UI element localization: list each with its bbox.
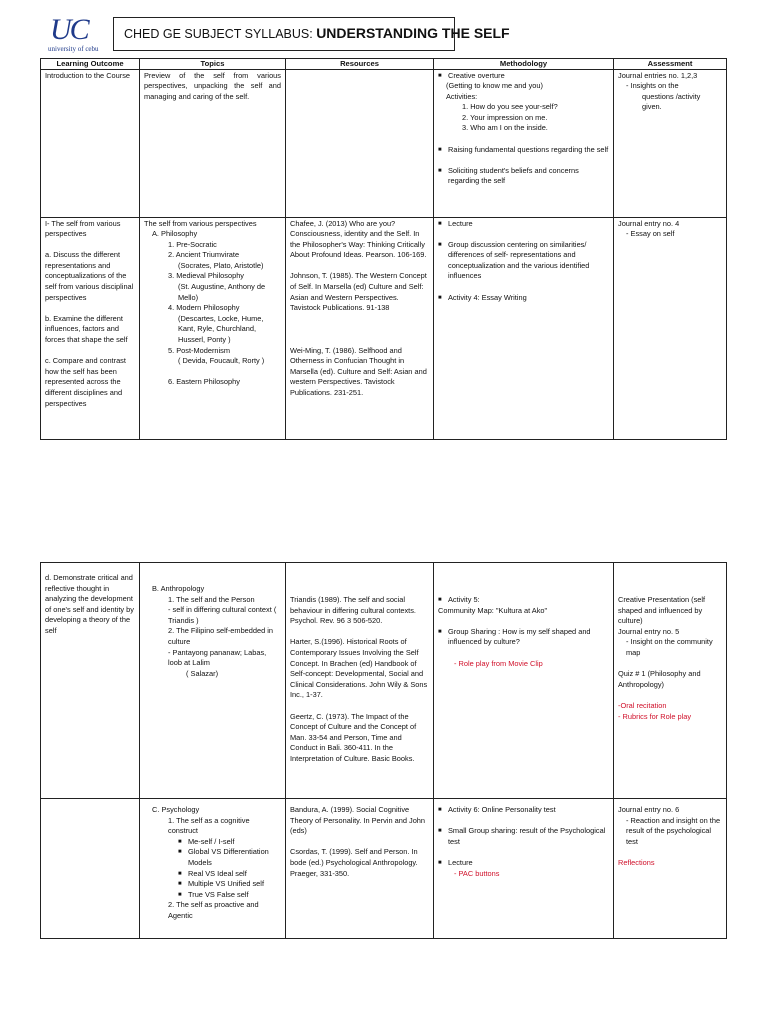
- topic-text: 4. Modern Philosophy: [168, 303, 240, 313]
- resource-entry: Geertz, C. (1973). The Impact of the Concept of Culture and the Concept of Man. 33-54 and Person, Time and Conduct in Bali. 360-411. In the Interpretation of Culture. Basic Books.: [290, 711, 417, 763]
- title-prefix: CHED GE SUBJECT SYLLABUS:: [124, 27, 317, 41]
- assessment-red-note: Reflections: [618, 857, 655, 867]
- method-item: ■ Activity 6: Online Personality test: [438, 805, 556, 814]
- resource-entry: Wei-Ming, T. (1986). Selfhood and Otherness in Confucian Thought in Marsella (ed). Culture and Self: Asian and western Perspectives. Tavistock Publications. 231-251.: [290, 345, 427, 397]
- topic-text: 5. Post-Modernism: [168, 345, 231, 355]
- bullet-square-icon: ■: [438, 597, 442, 603]
- activity-item: 3. Who am I on the inside.: [462, 123, 548, 133]
- topic-text: 2. The Filipino self-embedded in culture: [168, 626, 274, 646]
- table-row: [41, 563, 727, 799]
- cell-resources: [286, 69, 434, 217]
- method-item: ■ Group Sharing : How is my self shaped and influenced by culture?: [438, 626, 591, 647]
- bullet-square-icon: ■: [438, 294, 442, 301]
- activity-item: 2. Your impression on me.: [462, 112, 548, 122]
- cell-assessment: [614, 217, 727, 439]
- method-item: ■ Raising fundamental questions regarding the self: [438, 144, 609, 154]
- bullet-square-icon: ■: [438, 628, 442, 635]
- cell-learning-outcome: [41, 69, 140, 217]
- topic-subitem: ■ True VS False self: [178, 889, 249, 899]
- topic-text: 1. The self and the Person: [168, 594, 255, 604]
- title-main: UNDERSTANDING THE SELF: [316, 25, 510, 41]
- lo-text: d. Demonstrate critical and reflective thought in analyzing the development of one's self and identity by developing a theory of the self: [45, 573, 134, 635]
- col-header-assessment: Assessment: [614, 59, 727, 70]
- bullet-square-icon: ■: [438, 241, 442, 248]
- topic-text: B. Anthropology: [152, 584, 205, 593]
- topic-subitem: ■ Global VS Differentiation Models: [178, 847, 269, 867]
- assessment-text: - Insights on the: [626, 81, 679, 91]
- method-item: ■ Lecture: [438, 857, 473, 867]
- resource-entry: Harter, S.(1996). Historical Roots of Contemporary Issues Involving the Self Concept. In Brachen (ed) Handbook of Self-concept: Developmental, Social and Clinical Considerations. John Wily & Sons Inc., 1-37.: [290, 637, 428, 700]
- header-row: [41, 59, 727, 70]
- col-header-learning-outcome: Learning Outcome: [41, 59, 140, 70]
- method-item: ■ Activity 4: Essay Writing: [438, 292, 527, 302]
- cell-resources: [286, 799, 434, 939]
- method-red-note: - PAC buttons: [454, 868, 500, 878]
- topic-text: 2. Ancient Triumvirate: [168, 250, 240, 260]
- assessment-text: Creative Presentation (self shaped and influenced by culture): [618, 595, 706, 626]
- assessment-text: given.: [642, 102, 662, 112]
- syllabus-title-box: [113, 17, 510, 51]
- topic-subitem: ■ Real VS Ideal self: [178, 868, 247, 878]
- resource-entry: Chafee, J. (2013) Who are you? Consciousness, identity and the Self. In the Philosopher's Way: Thinking Critically About Profound Ideas. Pearson. 106-169.: [290, 218, 427, 260]
- resource-entry: Csordas, T. (1999). Self and Person. In bode (ed.) Psychological Anthropology. Praeger, 331-350.: [290, 847, 418, 878]
- bullet-square-icon: ■: [438, 220, 442, 227]
- method-item: ■ Activity 5:: [438, 595, 480, 604]
- cell-methodology: [434, 563, 614, 799]
- method-subtext: Activities:: [446, 91, 478, 101]
- bullet-square-icon: ■: [438, 146, 442, 153]
- bullet-square-icon: ■: [178, 849, 182, 856]
- table-row: [41, 799, 727, 939]
- bullet-square-icon: ■: [438, 72, 442, 79]
- cell-learning-outcome: [41, 563, 140, 799]
- assessment-text: - Insight on the community map: [626, 637, 713, 657]
- assessment-red-note: - Rubrics for Role play: [618, 711, 692, 721]
- cell-learning-outcome: [41, 799, 140, 939]
- lo-text: a. Discuss the different representations and conceptualizations of the self from various disciplinal perspectives: [45, 250, 134, 302]
- topic-text: - self in differing cultural context ( Triandis ): [168, 605, 277, 625]
- logo-mark: UC: [50, 13, 88, 46]
- lo-text: I- The self from various perspectives: [45, 218, 121, 239]
- bullet-square-icon: ■: [178, 838, 182, 845]
- topic-text: 6. Eastern Philosophy: [168, 377, 240, 387]
- method-subtext: (Getting to know me and you): [446, 81, 543, 91]
- topic-subitem: ■ Multiple VS Unified self: [178, 879, 264, 889]
- topic-text: (Socrates, Plato, Aristotle): [178, 260, 264, 270]
- cell-topics: [140, 217, 286, 439]
- method-item: ■ Group discussion centering on similarities/ differences of self- representations and conceptualization and the various identified influences: [438, 239, 590, 281]
- topic-text: - Pantayong pananaw; Labas, loob at Lalim: [168, 647, 267, 668]
- resource-entry: Johnson, T. (1985). The Western Concept of Self. In Marsella (ed) Culture and Self: Asian and Western Perspectives. Tavistock Publications. 91-138: [290, 271, 427, 313]
- bullet-square-icon: ■: [178, 891, 182, 898]
- syllabus-table-part2: [40, 562, 727, 939]
- topic-text: (St. Augustine, Anthony de Mello): [178, 282, 266, 302]
- cell-methodology: [434, 799, 614, 939]
- method-item: ■ Lecture: [438, 218, 473, 228]
- assessment-text: questions /activity: [642, 91, 701, 101]
- university-logo: [48, 14, 108, 54]
- bullet-square-icon: ■: [438, 828, 442, 835]
- assessment-text: Quiz # 1 (Philosophy and Anthropology): [618, 669, 701, 689]
- topic-text: 2. The self as proactive and Agentic: [168, 900, 259, 920]
- assessment-text: Journal entry no. 4: [618, 218, 680, 228]
- cell-assessment: [614, 799, 727, 939]
- topic-text: 1. The self as a cognitive construct: [168, 815, 250, 836]
- assessment-red-note: -Oral recitation: [618, 700, 667, 710]
- bullet-square-icon: ■: [178, 870, 182, 877]
- activity-item: 1. How do you see your-self?: [462, 102, 558, 112]
- method-red-note: - Role play from Movie Clip: [454, 658, 543, 668]
- cell-methodology: [434, 217, 614, 439]
- topic-subitem: ■ Me-self / I-self: [178, 836, 235, 846]
- topic-text: The self from various perspectives: [144, 218, 257, 228]
- topic-text: Preview of the self from various perspectives, unpacking the self and managing and caring of the self.: [144, 70, 281, 101]
- cell-resources: [286, 217, 434, 439]
- method-item: ■ Creative overture: [438, 70, 505, 80]
- method-item: ■ Small Group sharing: result of the Psychological test: [438, 826, 606, 846]
- assessment-text: - Essay on self: [626, 229, 675, 239]
- topic-text: ( Salazar): [186, 668, 219, 678]
- topic-text: 1. Pre-Socratic: [168, 239, 217, 249]
- assessment-text: Journal entry no. 5: [618, 626, 680, 636]
- bullet-square-icon: ■: [438, 807, 442, 813]
- cell-assessment: [614, 69, 727, 217]
- lo-text: c. Compare and contrast how the self has been represented across the different disciplines and perspectives: [45, 356, 126, 408]
- cell-topics: [140, 69, 286, 217]
- logo-subtext: university of cebu: [48, 45, 99, 53]
- syllabus-table-part1: [40, 58, 727, 440]
- assessment-text: Journal entry no. 6: [618, 805, 680, 814]
- cell-learning-outcome: [41, 217, 140, 439]
- bullet-square-icon: ■: [438, 167, 442, 174]
- topic-text: ( Devida, Foucault, Rorty ): [178, 356, 265, 366]
- col-header-topics: Topics: [140, 59, 286, 70]
- cell-methodology: [434, 69, 614, 217]
- cell-topics: [140, 799, 286, 939]
- topic-text: A. Philosophy: [152, 229, 198, 239]
- topic-text: (Descartes, Locke, Hume, Kant, Ryle, Churchland, Husserl, Ponty ): [178, 313, 264, 345]
- cell-topics: [140, 563, 286, 799]
- method-item: ■ Soliciting student's beliefs and concerns regarding the self: [438, 165, 579, 186]
- resource-entry: Triandis (1989). The self and social behaviour in differing cultural contexts. Psychol. Rev. 96 3 506-520.: [290, 595, 416, 626]
- table-row: [41, 217, 727, 439]
- method-subtext: Community Map: "Kultura at Ako": [438, 605, 548, 615]
- topic-text: C. Psychology: [152, 805, 200, 814]
- lo-text: b. Examine the different influences, factors and forces that shape the self: [45, 313, 128, 345]
- col-header-resources: Resources: [286, 59, 434, 70]
- topic-text: 3. Medieval Philosophy: [168, 271, 245, 281]
- cell-resources: [286, 563, 434, 799]
- table-row: [41, 69, 727, 217]
- assessment-text: - Reaction and insight on the result of the psychological test: [626, 815, 721, 846]
- assessment-text: Journal entries no. 1,2,3: [618, 70, 698, 80]
- resource-entry: Bandura, A. (1999). Social Cognitive Theory of Personality. In Pervin and John (eds): [290, 805, 426, 836]
- col-header-methodology: Methodology: [434, 59, 614, 70]
- lo-text: Introduction to the Course: [45, 70, 131, 80]
- cell-assessment: [614, 563, 727, 799]
- bullet-square-icon: ■: [438, 859, 442, 866]
- bullet-square-icon: ■: [178, 881, 182, 888]
